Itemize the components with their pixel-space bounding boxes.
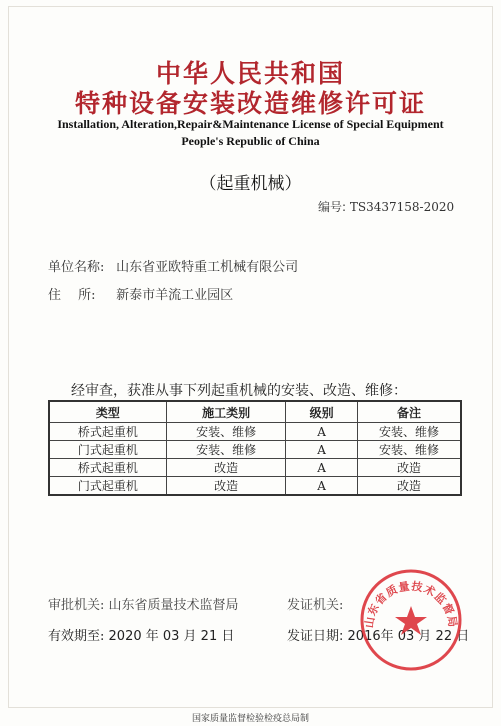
approval-authority (48, 594, 239, 613)
header-type: 类型 (49, 401, 166, 423)
table-row (49, 477, 461, 496)
seal-text: 山东省质量技术监督局 (362, 579, 460, 629)
issuing-authority-label: 发证机关: (287, 598, 344, 613)
address-label: 住 所: (48, 288, 96, 303)
header-grade: 级别 (286, 401, 358, 423)
header-remarks: 备注 (357, 401, 461, 423)
certificate-title-line2: 特种设备安装改造维修许可证 (74, 89, 426, 118)
validity-label: 有效期至: (48, 629, 105, 644)
unit-name-label: 单位名称: (48, 260, 105, 275)
cell-grade: A (286, 459, 358, 477)
english-title-line1: Installation, Alteration,Repair&Maintenance License of Special Equipment (57, 117, 444, 131)
issuing-authority (287, 594, 343, 613)
validity-value: 2020 年 03 月 21 日 (108, 629, 235, 644)
unit-name-value: 山东省亚欧特重工机械有限公司 (116, 260, 299, 275)
cell-grade: A (286, 441, 358, 459)
address-row (48, 284, 233, 303)
cell-type: 桥式起重机 (49, 459, 166, 477)
cell-work-category: 安装、维修 (166, 423, 285, 441)
table-row (49, 423, 461, 441)
certificate-number-label: 编号: (318, 200, 347, 214)
cell-type: 门式起重机 (49, 477, 166, 496)
scope-table-header (49, 401, 461, 423)
footer-issuer: 国家质量监督检验检疫总局制 (191, 714, 309, 724)
cell-remarks: 安装、维修 (357, 441, 461, 459)
official-seal (359, 568, 463, 672)
certificate-number-value: TS3437158-2020 (349, 200, 455, 214)
validity-date (48, 625, 234, 644)
cell-work-category: 改造 (166, 477, 285, 496)
table-row (49, 459, 461, 477)
english-title-line2: People's Republic of China (181, 134, 320, 148)
cell-remarks: 改造 (357, 477, 461, 496)
issue-date-value: 2016年 03 月 22 日 (347, 629, 470, 644)
header-work-category: 施工类别 (166, 401, 285, 423)
equipment-category: （起重机械） (199, 174, 302, 194)
cell-work-category: 改造 (166, 459, 285, 477)
unit-name-row (48, 256, 298, 275)
scope-table (48, 400, 462, 496)
address-value: 新泰市羊流工业园区 (116, 288, 234, 303)
scope-intro: 经审查，获准从事下列起重机械的安装、改造、维修： (71, 383, 407, 399)
certificate-title-line1: 中华人民共和国 (155, 59, 345, 88)
table-row (49, 441, 461, 459)
issue-date-label: 发证日期: (287, 629, 344, 644)
approval-authority-value: 山东省质量技术监督局 (108, 598, 239, 613)
cell-remarks: 改造 (357, 459, 461, 477)
certificate-number (318, 198, 454, 215)
cell-type: 门式起重机 (49, 441, 166, 459)
cell-grade: A (286, 477, 358, 496)
cell-grade: A (286, 423, 358, 441)
cell-work-category: 安装、维修 (166, 441, 285, 459)
cell-remarks: 安装、维修 (357, 423, 461, 441)
cell-type: 桥式起重机 (49, 423, 166, 441)
approval-authority-label: 审批机关: (48, 598, 105, 613)
